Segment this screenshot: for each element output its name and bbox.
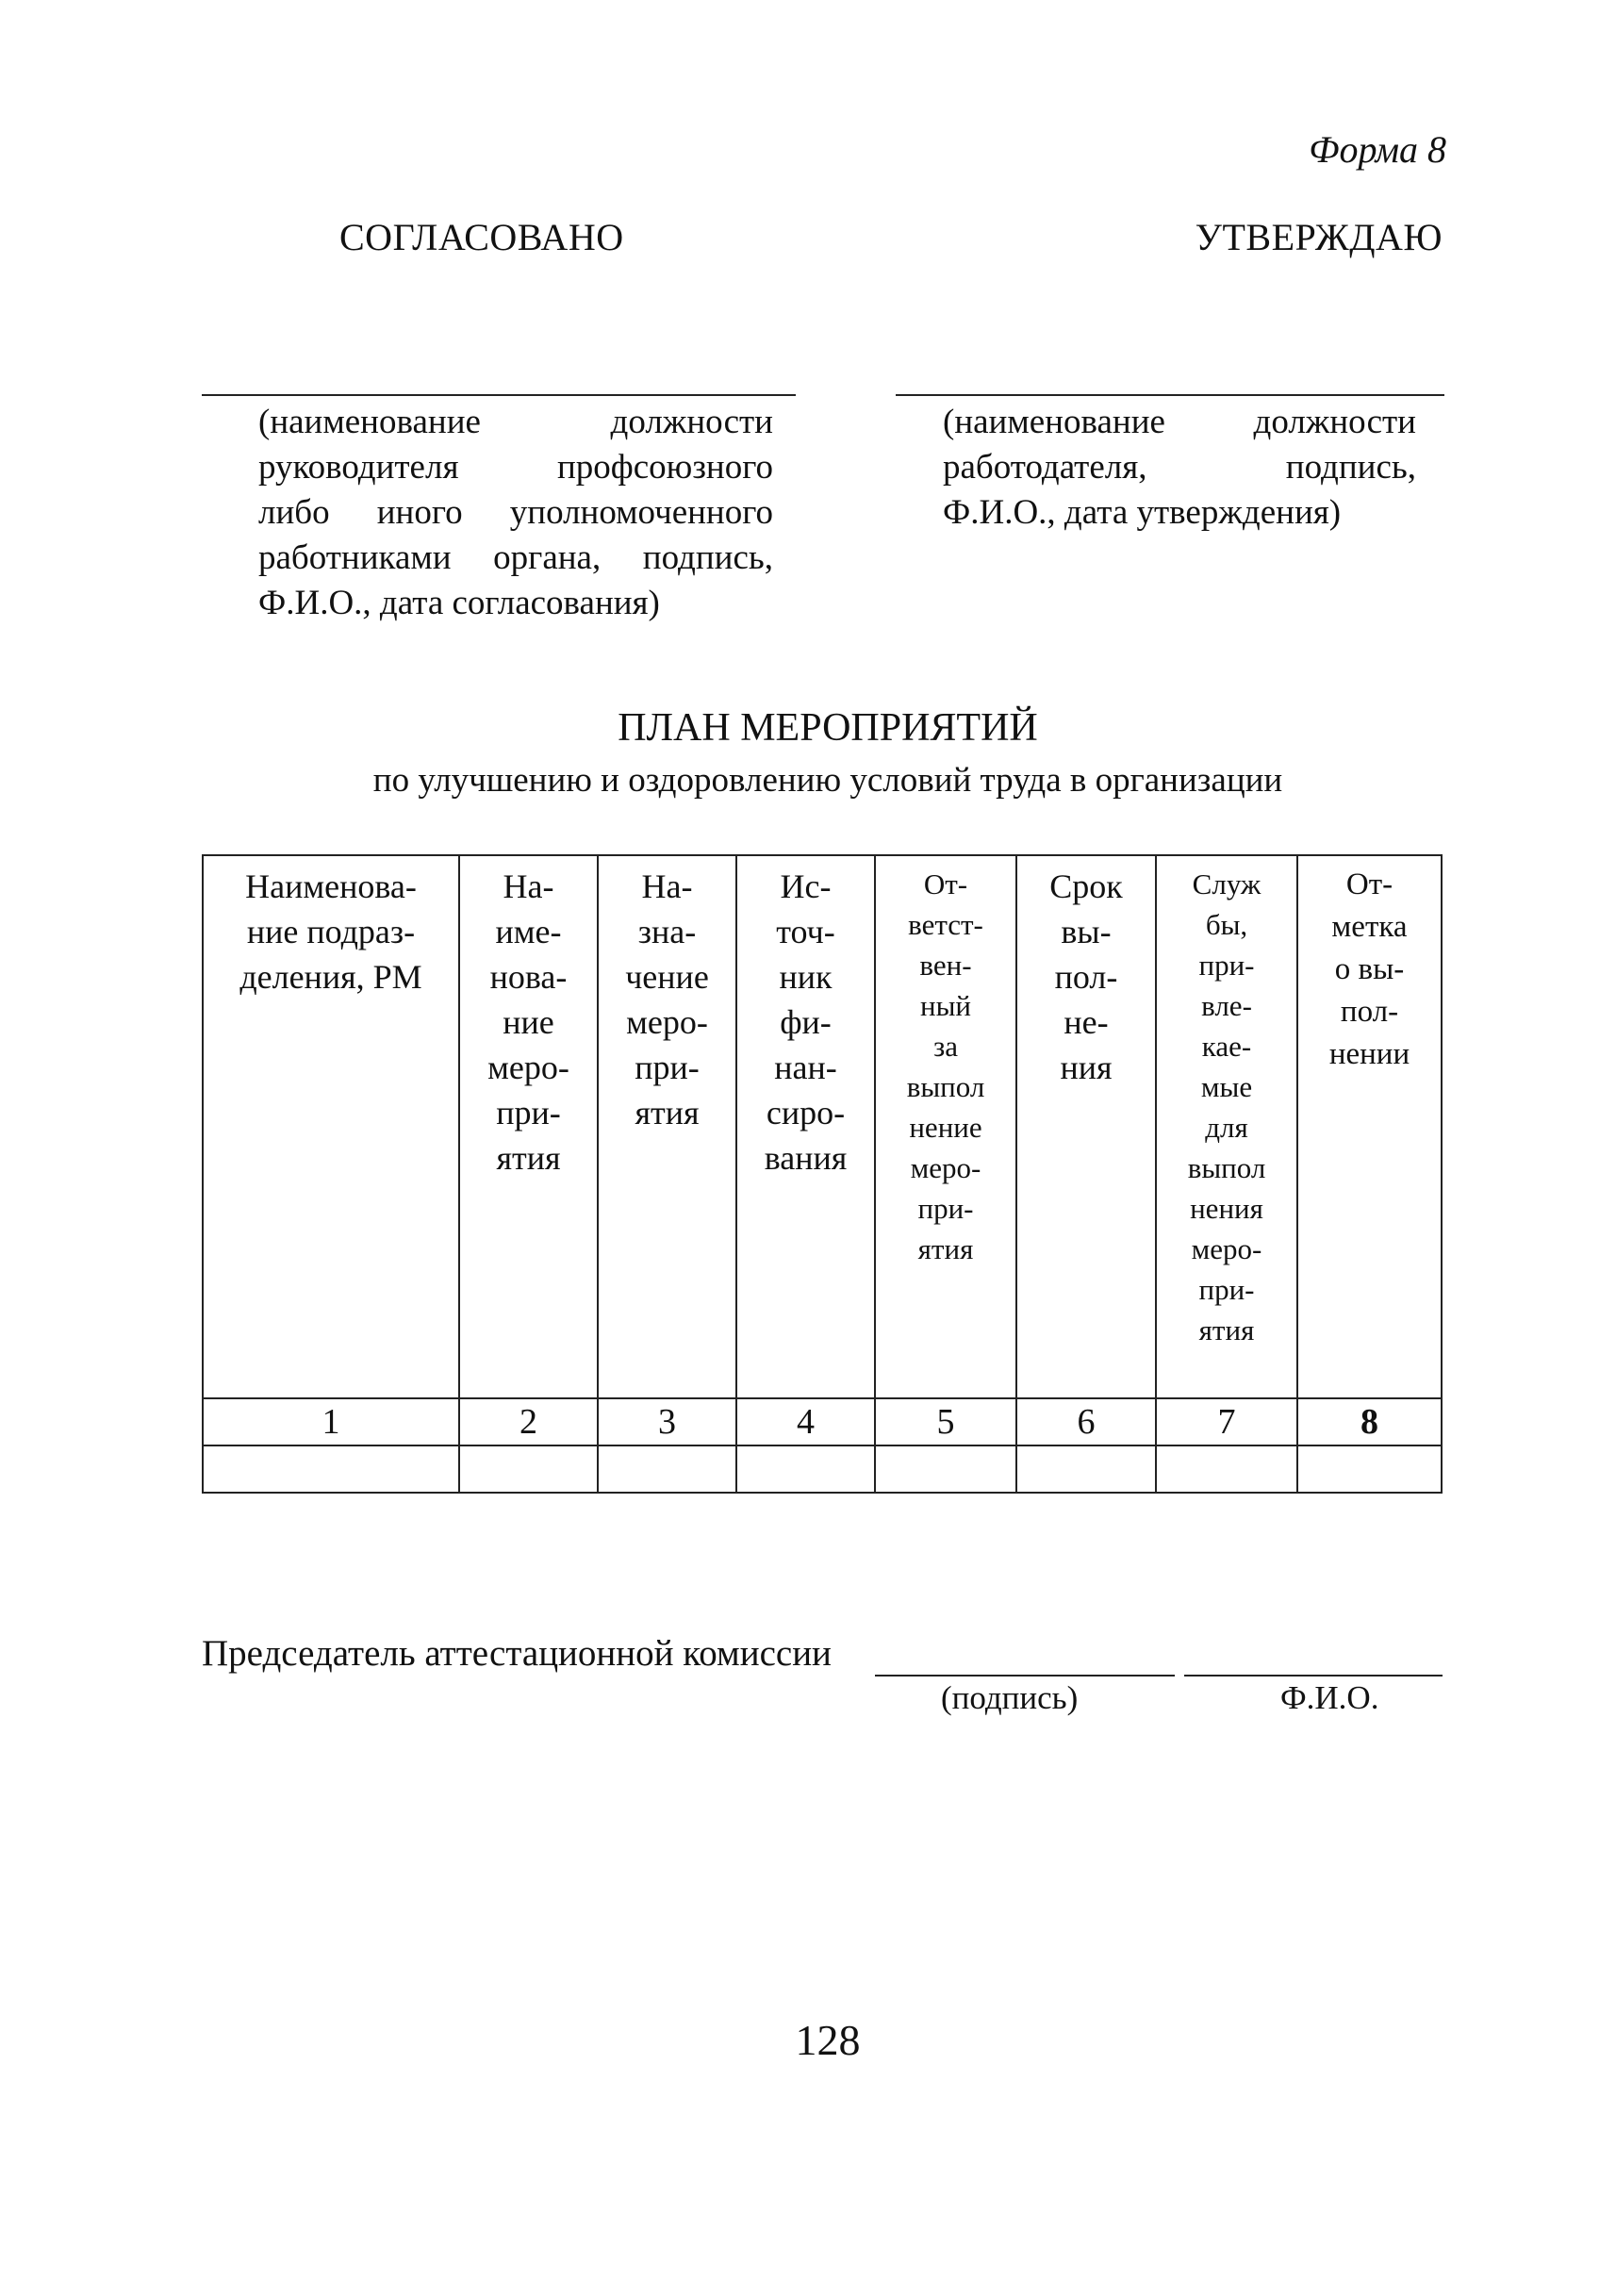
agreed-caption-line: руководителя профсоюзного — [258, 448, 773, 487]
header-cell — [598, 855, 736, 1398]
approve-caption — [943, 400, 1416, 536]
plan-subtitle: по улучшению и оздоровлению условий труда в организации — [372, 761, 1283, 800]
approve-caption-line: Ф.И.О., дата утверждения) — [943, 493, 1342, 532]
empty-cell — [203, 1445, 459, 1493]
header-cell — [203, 855, 459, 1398]
approve-signature-line — [896, 394, 1444, 396]
approve-heading: УТВЕРЖДАЮ — [1195, 216, 1443, 258]
empty-cell — [1016, 1445, 1156, 1493]
header-cell — [1297, 855, 1442, 1398]
empty-data-row — [203, 1445, 1442, 1493]
column-number: 1 — [203, 1398, 459, 1445]
column-number: 2 — [459, 1398, 598, 1445]
header-cell — [736, 855, 875, 1398]
column-number: 3 — [598, 1398, 736, 1445]
agreed-heading: СОГЛАСОВАНО — [339, 216, 624, 258]
column-number: 6 — [1016, 1398, 1156, 1445]
header-text: Срок вы- пол- не- ния — [1049, 867, 1123, 1086]
empty-cell — [1297, 1445, 1442, 1493]
header-cell — [1016, 855, 1156, 1398]
signature-caption: (подпись) — [941, 1679, 1079, 1716]
column-number: 8 — [1297, 1398, 1442, 1445]
chair-signature-line — [875, 1675, 1175, 1677]
header-cell — [1156, 855, 1297, 1398]
form-label: Форма 8 — [1309, 128, 1446, 171]
empty-cell — [875, 1445, 1016, 1493]
approve-caption-line: (наименование должности — [943, 403, 1416, 441]
header-text: Ис- точ- ник фи- нан- сиро- вания — [764, 867, 848, 1177]
column-number: 5 — [875, 1398, 1016, 1445]
chair-name-line — [1184, 1675, 1443, 1677]
header-cell — [459, 855, 598, 1398]
agreed-caption — [258, 400, 773, 626]
header-text: На- име- нова- ние меро- при- ятия — [487, 867, 569, 1177]
agreed-caption-line: Ф.И.О., дата согласования) — [258, 584, 660, 622]
header-text: От- ветст- вен- ный за выпол нение меро- при- ятия — [906, 867, 985, 1265]
plan-title: ПЛАН МЕРОПРИЯТИЙ — [618, 706, 1038, 750]
header-cell — [875, 855, 1016, 1398]
approve-caption-line: работодателя, подпись, — [943, 448, 1416, 487]
column-number: 7 — [1156, 1398, 1297, 1445]
agreed-caption-line: (наименование должности — [258, 403, 773, 441]
table-header-row — [203, 855, 1442, 1398]
header-text: От- метка о вы- пол- нении — [1328, 867, 1410, 1071]
agreed-caption-line: работниками органа, подпись, — [258, 538, 773, 577]
empty-cell — [736, 1445, 875, 1493]
header-text: Наименова- ние подраз- деления, РМ — [239, 867, 422, 996]
header-text: На- зна- чение меро- при- ятия — [625, 867, 709, 1131]
name-caption: Ф.И.О. — [1280, 1679, 1379, 1716]
measures-table — [202, 854, 1443, 1494]
page-number: 128 — [795, 2016, 861, 2064]
header-text: Служ бы, при- вле- кае- мые для выпол нения меро- при- ятия — [1187, 867, 1266, 1346]
empty-cell — [459, 1445, 598, 1493]
agreed-signature-line — [202, 394, 796, 396]
column-number: 4 — [736, 1398, 875, 1445]
agreed-caption-line: либо иного уполномоченного — [258, 493, 773, 532]
column-number-row — [203, 1398, 1442, 1445]
commission-chair-label: Председатель аттестационной комиссии — [202, 1633, 832, 1674]
empty-cell — [1156, 1445, 1297, 1493]
empty-cell — [598, 1445, 736, 1493]
